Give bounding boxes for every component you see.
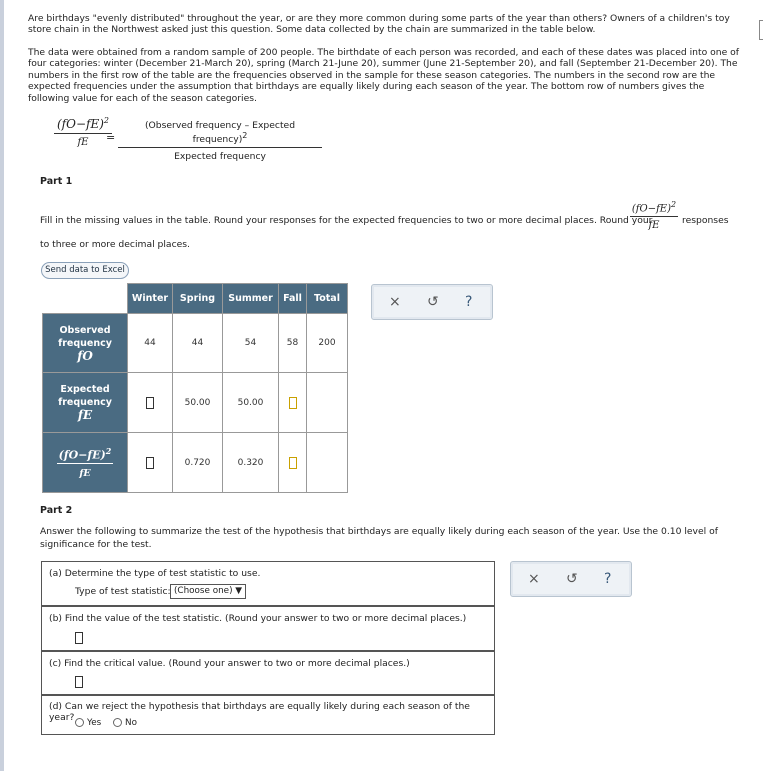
formula-lhs-numerator: (fO−fE) <box>57 117 104 131</box>
help-icon[interactable]: ? <box>465 294 473 310</box>
undo-icon[interactable]: ↺ <box>566 571 578 587</box>
question-c <box>41 651 495 695</box>
critical-value-input[interactable] <box>75 676 83 688</box>
inline-formula-denominator: fE <box>648 220 660 232</box>
chi-row <box>43 433 348 493</box>
observed-row-label <box>43 314 128 373</box>
observed-spring: 44 <box>173 314 223 373</box>
clear-icon[interactable]: × <box>528 571 540 587</box>
formula-rhs-numerator: (Observed frequency – Expected frequency) <box>144 120 296 146</box>
frequency-table <box>42 283 348 493</box>
header-winter: Winter <box>128 284 173 314</box>
expected-label-line1: Expected <box>60 384 110 395</box>
formula-lhs-denominator: fE <box>77 137 89 148</box>
expected-row-label <box>43 373 128 433</box>
question-d-label: (d) Can we reject the hypothesis that birthdays are equally likely during each season of the year? <box>49 701 470 723</box>
expected-symbol: fE <box>77 408 93 422</box>
observed-row <box>43 314 348 373</box>
radio-no-label: No <box>125 718 137 728</box>
question-a-subtitle: Type of test statistic: <box>75 586 171 597</box>
observed-label-line2: frequency <box>58 337 112 349</box>
part1-toolbox <box>371 284 493 320</box>
right-edge-tab <box>759 20 763 40</box>
question-a-label: (a) Determine the type of test statistic to use. <box>49 568 261 579</box>
radio-no[interactable] <box>113 718 122 727</box>
question-b-label: (b) Find the value of the test statistic. (Round your answer to two or more decimal places.) <box>49 613 467 624</box>
chi-winter-input[interactable] <box>128 433 173 493</box>
part1-title: Part 1 <box>40 176 73 187</box>
expected-label-line2: frequency <box>58 397 112 408</box>
chi-row-label <box>43 433 128 493</box>
expected-winter-input[interactable] <box>128 373 173 433</box>
formula-equals: = <box>106 131 116 144</box>
chi-label-denominator: fE <box>79 468 91 480</box>
header-spring: Spring <box>173 284 223 314</box>
observed-total: 200 <box>307 314 348 373</box>
observed-label-line1: Observed <box>59 324 111 336</box>
chi-spring: 0.720 <box>173 433 223 493</box>
expected-row <box>43 373 348 433</box>
part1-instruction-a: Fill in the missing values in the table. Round your responses for the expected frequencies to two or more decimal places. Round your <box>40 215 653 226</box>
inline-formula-numerator: (fO−fE) <box>631 203 671 215</box>
chi-fall-input[interactable] <box>279 433 307 493</box>
question-d <box>41 695 495 735</box>
chi-summer: 0.320 <box>223 433 279 493</box>
send-to-excel-button[interactable]: Send data to Excel <box>41 262 129 279</box>
left-accent-bar <box>0 0 4 771</box>
header-total: Total <box>307 284 348 314</box>
formula-rhs-denominator: Expected frequency <box>174 151 266 163</box>
test-statistic-select[interactable]: (Choose one) ▼ <box>170 584 246 599</box>
part2-toolbox <box>510 561 632 597</box>
expected-summer: 50.00 <box>223 373 279 433</box>
intro-paragraph-1: Are birthdays "evenly distributed" throughout the year, or are they more common during some parts of the year than others? Owners of a children's toy store chain in the Northwest asked just this question. Some data collected by the chain are summarized in the table below. <box>28 13 730 36</box>
formula-lhs-exponent: 2 <box>103 116 109 125</box>
radio-yes[interactable] <box>75 718 84 727</box>
observed-fall: 58 <box>279 314 307 373</box>
part2-instruction: Answer the following to summarize the test of the hypothesis that birthdays are equally likely during each season of the year. Use the 0.10 level of significance for the test. <box>40 526 718 550</box>
undo-icon[interactable]: ↺ <box>427 294 439 310</box>
reject-no-option[interactable] <box>113 718 137 728</box>
observed-winter: 44 <box>128 314 173 373</box>
header-fall: Fall <box>279 284 307 314</box>
observed-summer: 54 <box>223 314 279 373</box>
reject-yes-option[interactable] <box>75 718 101 728</box>
expected-total <box>307 373 348 433</box>
part1-instruction-c: to three or more decimal places. <box>40 239 190 250</box>
chi-label-exponent: 2 <box>105 445 112 456</box>
clear-icon[interactable]: × <box>389 294 401 310</box>
header-summer: Summer <box>223 284 279 314</box>
radio-yes-label: Yes <box>87 718 102 728</box>
question-a <box>41 561 495 606</box>
question-c-label: (c) Find the critical value. (Round your answer to two or more decimal places.) <box>49 658 410 669</box>
help-icon[interactable]: ? <box>604 571 612 587</box>
part1-instruction-b: responses <box>682 215 729 226</box>
chi-label-numerator: (fO−fE) <box>58 448 106 462</box>
inline-formula-exponent: 2 <box>671 200 677 209</box>
expected-spring: 50.00 <box>173 373 223 433</box>
question-b <box>41 606 495 651</box>
expected-fall-input[interactable] <box>279 373 307 433</box>
part1-inline-formula <box>630 200 678 231</box>
intro-paragraph-2: The data were obtained from a random sample of 200 people. The birthdate of each person was recorded, and each of these dates was placed into one of four categories: winter (December 21-March 20), spring (March 21-June 20), summer (June 21-September 20), and fall (September 21-December 20). The numbers in the first row of the table are the frequencies observed in the sample for these season categories. The numbers in the second row are the expected frequencies under the assumption that birthdays are equally likely during each season of the year. The bottom row of numbers gives the following value for each of the season categories. <box>28 47 740 104</box>
observed-symbol: fO <box>77 348 93 363</box>
table-corner <box>43 284 128 314</box>
formula-rhs-exponent: 2 <box>242 131 248 140</box>
part2-title: Part 2 <box>40 505 73 516</box>
test-statistic-input[interactable] <box>75 632 83 644</box>
chi-total <box>307 433 348 493</box>
